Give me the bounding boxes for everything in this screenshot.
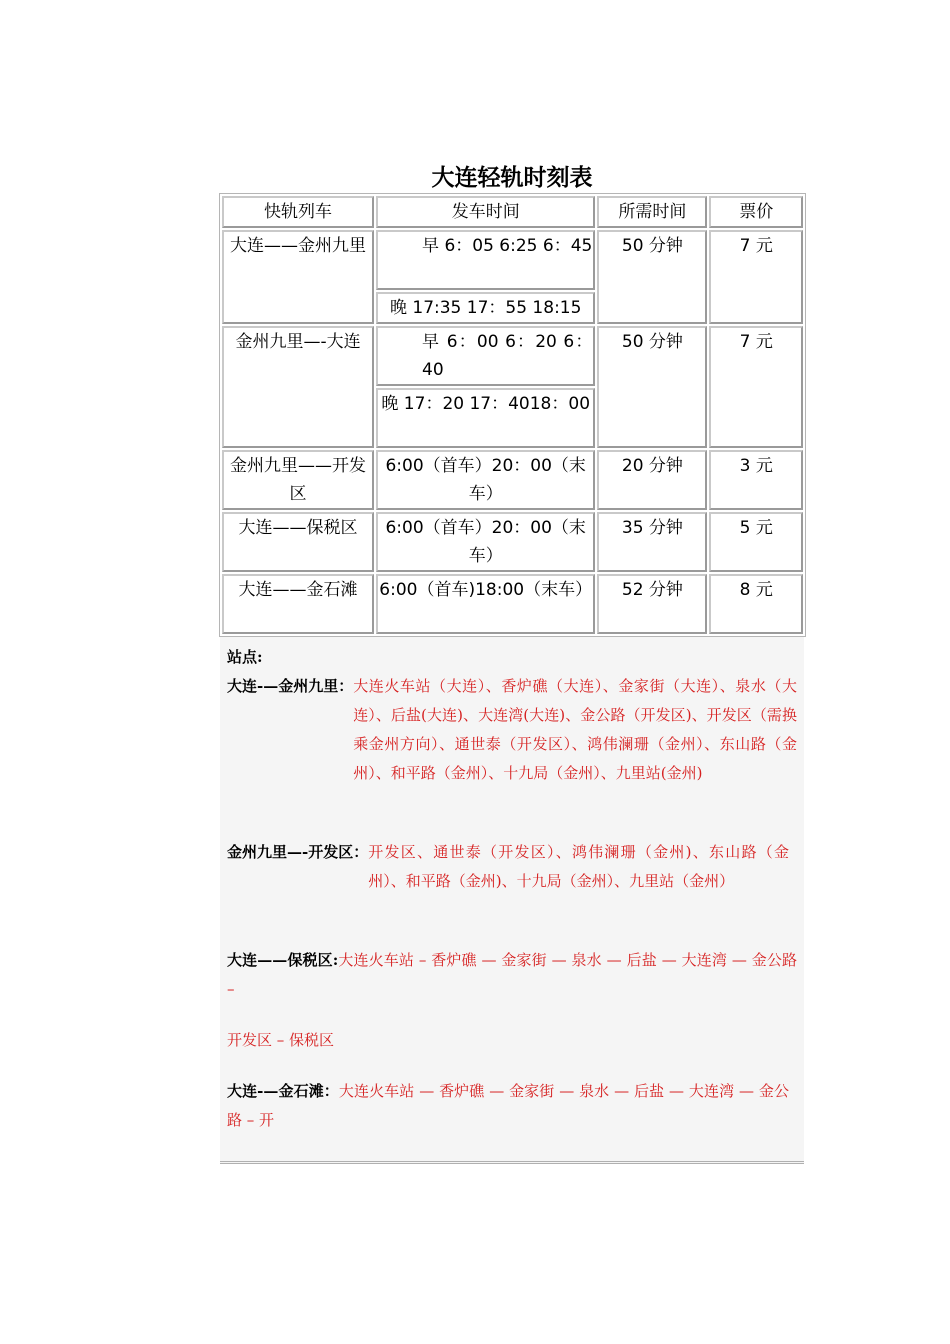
schedule-table — [219, 193, 806, 637]
header-fare: 票价 — [709, 196, 803, 228]
line-label: 大连——保税区: — [227, 951, 339, 969]
table-header-row — [222, 196, 803, 228]
route-cell: 大连——金石滩 — [222, 574, 374, 634]
fare-cell: 5 元 — [709, 512, 803, 572]
duration-cell: 35 分钟 — [597, 512, 707, 572]
route-cell: 金州九里——开发区 — [222, 450, 374, 510]
departure-morning-cell: 早 6：00 6：20 6：40 — [376, 326, 595, 386]
line-stops-continued: 开发区 – 保税区 — [227, 1031, 335, 1049]
departure-evening-cell: 晚 17:35 17：55 18:15 — [376, 292, 595, 324]
header-departure: 发车时间 — [376, 196, 595, 228]
station-line-dalian-baoshuiqu — [227, 946, 797, 1004]
line-label: 金州九里—-开发区： — [227, 843, 369, 861]
duration-cell: 50 分钟 — [597, 230, 707, 324]
line-stops: 大连火车站 — 香炉礁 — 金家街 — 泉水 — 后盐 — 大连湾 — 金公路 – 开 — [227, 1082, 789, 1129]
fare-cell: 3 元 — [709, 450, 803, 510]
route-cell: 金州九里—-大连 — [222, 326, 374, 448]
fare-cell: 7 元 — [709, 326, 803, 448]
duration-cell: 52 分钟 — [597, 574, 707, 634]
departure-evening-cell: 晚 17：20 17：4018：00 — [376, 388, 595, 448]
line-stops: 开发区、通世泰（开发区）、鸿伟澜珊（金州)、东山路（金州）、和平路（金州)、十九局（金州）、九里站（金州） — [368, 843, 789, 890]
line-stops: 大连火车站（大连）、香炉礁（大连）、金家街（大连）、泉水（大连）、后盐(大连)、大连湾(大连)、金公路（开发区)、开发区（需换乘金州方向）、通世泰（开发区）、鸿伟澜珊（金州）、东山路（金州）、和平路（金州）、十九局（金州）、九里站(金州) — [353, 677, 797, 782]
route-cell: 大连——金州九里 — [222, 230, 374, 324]
table-row — [222, 326, 803, 386]
table-row — [222, 512, 803, 572]
station-line-jinzhou-kaifaqu — [227, 838, 789, 896]
station-line-dalian-jinzhou — [227, 672, 797, 788]
table-row — [222, 230, 803, 290]
table-row — [222, 574, 803, 634]
departure-cell: 6:00（首车）20：00（末车） — [376, 512, 595, 572]
table-row — [222, 450, 803, 510]
duration-cell: 50 分钟 — [597, 326, 707, 448]
page-title: 大连轻轨时刻表 — [431, 165, 593, 191]
station-line-dalian-jinshitan — [227, 1077, 789, 1135]
departure-cell: 6:00（首车)18:00（末车） — [376, 574, 595, 634]
fare-cell: 7 元 — [709, 230, 803, 324]
line-label: 大连-—金石滩： — [227, 1082, 339, 1100]
line-label: 大连-—金州九里： — [227, 677, 354, 695]
fare-cell: 8 元 — [709, 574, 803, 634]
header-route: 快轨列车 — [222, 196, 374, 228]
line-stops: 大连火车站 – 香炉礁 — 金家街 — 泉水 — 后盐 — 大连湾 — 金公路 – — [227, 951, 797, 998]
route-cell: 大连——保税区 — [222, 512, 374, 572]
header-duration: 所需时间 — [597, 196, 707, 228]
departure-cell: 6:00（首车）20：00（末车） — [376, 450, 595, 510]
departure-morning-cell: 早 6：05 6:25 6：45 — [376, 230, 595, 290]
stations-panel — [220, 637, 804, 1164]
duration-cell: 20 分钟 — [597, 450, 707, 510]
stations-heading: 站点: — [227, 648, 263, 666]
